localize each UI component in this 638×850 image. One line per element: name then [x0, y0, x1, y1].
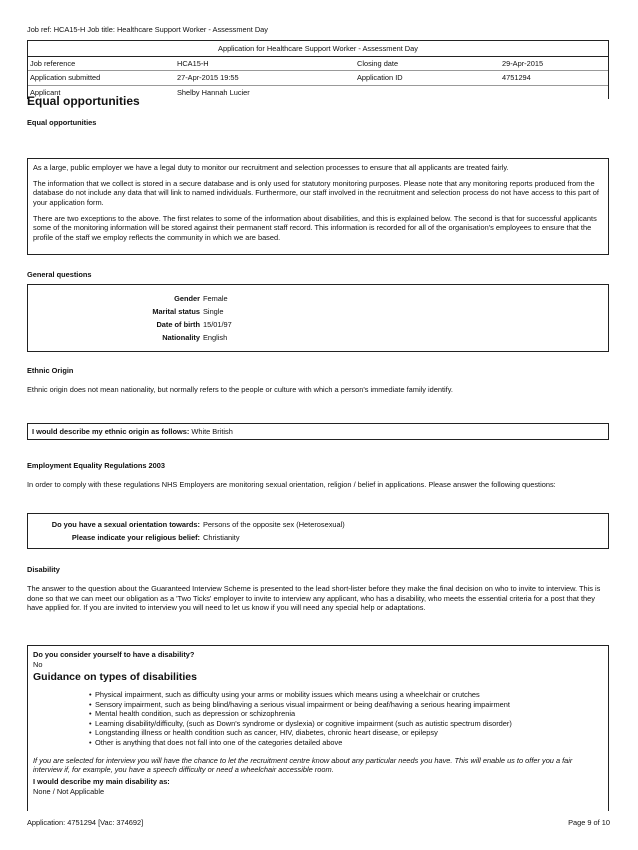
field-value: Single [203, 307, 224, 316]
field-value: Female [203, 294, 228, 303]
summary-cell: HCA15-H [177, 58, 209, 68]
field-label: Gender [174, 294, 200, 303]
field-label: Nationality [162, 333, 200, 342]
main-disability-value: None / Not Applicable [33, 786, 105, 796]
guidance-title: Guidance on types of disabilities [33, 671, 197, 684]
footer-page-number: Page 9 of 10 [568, 818, 610, 827]
summary-cell: Applicant [30, 87, 61, 97]
nationality-field [28, 331, 608, 344]
field-value: English [203, 333, 228, 342]
summary-cell: 27-Apr-2015 19:55 [177, 73, 239, 83]
employment-box [27, 513, 609, 549]
field-label: Marital status [152, 307, 200, 316]
field-value: Christianity [203, 533, 240, 542]
summary-cell: Application ID [357, 73, 403, 83]
marital-status-field [28, 305, 608, 318]
guidance-item: • Learning disability/difficulty, (such as Down's syndrome or dyslexia) or cognitive impairment (such as autistic spectrum disorder) [95, 719, 603, 729]
field-label: Please indicate your religious belief: [71, 533, 200, 542]
intro-paragraph: There are two exceptions to the above. The first relates to some of the information about disabilities, and this is explained below. The second is that for successful applicants some of the monitoring information will be stored against their permanent staff record. This information is recorded for all of the organisation's employees to ensure that the profile of the staff we employ reflects the community in which we are based. [33, 213, 597, 242]
summary-cell: 4751294 [502, 73, 531, 83]
disability-answer: No [33, 659, 43, 669]
ethnic-value: White British [191, 427, 233, 436]
guidance-item: • Sensory impairment, such as being blind/having a serious visual impairment or being deaf/having a serious hearing impairment [95, 700, 603, 710]
date-of-birth-field [28, 318, 608, 331]
employment-heading: Employment Equality Regulations 2003 [27, 461, 165, 470]
guidance-item: • Mental health condition, such as depression or schizophrenia [95, 709, 603, 719]
disability-heading: Disability [27, 565, 60, 574]
disability-note: If you are selected for interview you will have the chance to let the recruitment centre know about any particular needs you have. This will enable us to offer you a fair interview if, for example, you have a speech difficulty or need a wheelchair accessible room. [33, 755, 573, 775]
general-box [27, 284, 609, 352]
section-title: Equal opportunities [27, 94, 140, 108]
general-heading: General questions [27, 270, 92, 279]
guidance-item: • Physical impairment, such as difficulty using your arms or mobility issues which means using a wheelchair or crutches [95, 690, 603, 700]
main-disability-label: I would describe my main disability as: [33, 776, 170, 786]
field-label: Date of birth [156, 320, 200, 329]
footer-application-ref: Application: 4751294 [Vac: 374692] [27, 818, 144, 827]
summary-cell [357, 86, 502, 100]
summary-title: Application for Healthcare Support Worker - Assessment Day [28, 41, 608, 57]
disability-box [27, 645, 609, 811]
gender-field [28, 292, 608, 305]
summary-cell: Shelby Hannah Lucier [177, 87, 250, 97]
sexual-orientation-field [28, 518, 608, 531]
ethnic-text: Ethnic origin does not mean nationality, but normally refers to the people or culture with which a person's immediate family identify. [27, 385, 453, 394]
ethnic-heading: Ethnic Origin [27, 366, 74, 375]
guidance-item: • Longstanding illness or health condition such as cancer, HIV, diabetes, chronic heart disease, or epilepsy [95, 728, 603, 738]
summary-row [28, 57, 608, 72]
page-header: Job ref: HCA15-H Job title: Healthcare Support Worker - Assessment Day [27, 25, 268, 34]
religious-belief-field [28, 531, 608, 544]
employment-text: In order to comply with these regulations NHS Employers are monitoring sexual orientation, religion / belief in applications. Please answer the following questions: [27, 480, 556, 489]
summary-cell: 29-Apr-2015 [502, 58, 544, 68]
intro-box [27, 158, 609, 255]
guidance-list [33, 690, 603, 748]
field-label: Do you have a sexual orientation towards: [51, 520, 200, 529]
summary-cell: Job reference [30, 58, 76, 68]
field-value: Persons of the opposite sex (Heterosexual) [203, 520, 345, 529]
application-summary-table [27, 40, 609, 99]
ethnic-box [27, 423, 609, 440]
summary-cell [502, 86, 608, 100]
intro-paragraph: As a large, public employer we have a legal duty to monitor our recruitment and selection processes to ensure that all applicants are treated fairly. [33, 163, 509, 172]
section-subtitle: Equal opportunities [27, 118, 97, 127]
disability-question: Do you consider yourself to have a disability? [33, 650, 195, 659]
field-value: 15/01/97 [203, 320, 232, 329]
intro-paragraph: The information that we collect is stored in a secure database and is only used for statutory monitoring purposes. Please note that any monitoring reports produced from the database do not include any data that will link to named individuals. Furthermore, our staff involved in the recruitment and selection process do not have access to this part of your application form. [33, 178, 599, 207]
ethnic-label: I would describe my ethnic origin as follows: [32, 427, 190, 436]
guidance-item: • Other is anything that does not fall into one of the categories detailed above [95, 738, 603, 748]
summary-cell: Closing date [357, 58, 399, 68]
summary-cell: Application submitted [30, 73, 101, 83]
summary-row [28, 71, 608, 86]
disability-text: The answer to the question about the Guaranteed Interview Scheme is presented to the lead short-lister before they make the final decision on who to invite to interview. This is done so that we can meet our obligation as a 'Two Ticks' employer to invite to interview any applicant, who has a disability, who meets the essential criteria for a post that they have applied for. If you are invited to interview you will need to let us know if you will need any special help or adaptations. [27, 584, 601, 613]
